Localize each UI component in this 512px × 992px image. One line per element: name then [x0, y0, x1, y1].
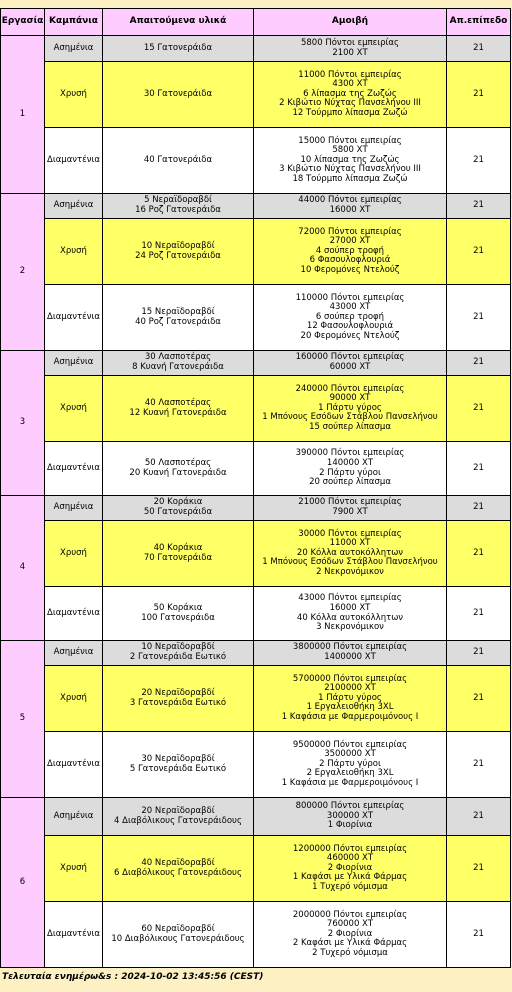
rewards [254, 219, 447, 285]
material-item: 15 Γατονεράιδα [143, 42, 213, 53]
reward-item: 460000 ΧΤ [326, 853, 374, 864]
reward-item: 1 Τυχερό νόμισμα [312, 881, 388, 892]
task-row [1, 641, 511, 666]
reward-item: 15000 Πόντοι εμπειρίας [298, 135, 402, 146]
rewards [254, 641, 447, 666]
reward-item: 3 Κιβώτιο Νύχτας Πανσελήνου ΙΙΙ [279, 164, 421, 175]
required-materials [103, 641, 254, 666]
material-item: 15 Νεραϊδοραβδί [141, 306, 215, 317]
reward-item: 140000 ΧΤ [326, 457, 374, 468]
reward-item: 21000 Πόντοι εμπειρίας [298, 497, 402, 508]
reward-item: 1 Μπόνους Εσόδων Στάβλου Πανσελήνου [262, 557, 438, 568]
reward-item: 20 Φερομόνες Ντελούζ [300, 330, 400, 341]
required-materials [103, 442, 254, 496]
required-materials [103, 836, 254, 902]
material-item: 20 Κοράκια [153, 497, 203, 508]
material-item: 12 Κυανή Γατονεράιδα [129, 407, 227, 418]
reward-item: 4300 ΧΤ [332, 79, 368, 90]
reward-item: 40 Κόλλα αυτοκόλλητων [296, 612, 404, 623]
required-materials [103, 285, 254, 351]
material-item: 8 Κυανή Γατονεράιδα [132, 362, 224, 372]
reward-item: 15 σούπερ λίπασμα [309, 421, 391, 432]
reward-item: 2 Πάρτυ γύροι [319, 758, 381, 769]
rewards [254, 442, 447, 496]
reward-item: 2 Τυχερό νόμισμα [312, 947, 388, 958]
reward-item: 2 Φιορίνια [327, 862, 373, 873]
task-row [1, 902, 511, 968]
required-materials [103, 798, 254, 836]
task-row [1, 351, 511, 376]
required-level: 21 [447, 442, 511, 496]
task-row [1, 128, 511, 194]
material-item: 24 Ροζ Γατονεράιδα [135, 250, 221, 261]
reward-item: 5700000 Πόντοι εμπειρίας [292, 673, 408, 684]
material-item: 2 Γατονεράιδα Εωτικό [129, 652, 227, 662]
rewards [254, 62, 447, 128]
reward-item: 10 λίπασμα της Ζωζώς [300, 154, 400, 165]
task-row [1, 219, 511, 285]
required-materials [103, 128, 254, 194]
campaign-tier: Χρυσή [45, 376, 103, 442]
reward-item: 18 Τούρμπο λίπασμα Ζωζώ [292, 173, 408, 184]
reward-item: 16000 ΧΤ [329, 602, 371, 613]
required-materials [103, 194, 254, 219]
reward-item: 1 Καφάσια με Φαρμεροιμόνους Ι [281, 777, 419, 788]
material-item: 20 Νεραϊδοραβδί [141, 805, 215, 816]
required-level: 21 [447, 496, 511, 521]
material-item: 10 Νεραϊδοραβδί [141, 240, 215, 251]
reward-item: 2 Καφάσι με Υλικά Φάρμας [292, 938, 408, 949]
reward-item: 2 Εργαλειοθήκη 3XL [306, 768, 394, 779]
required-level: 21 [447, 194, 511, 219]
required-level: 21 [447, 666, 511, 732]
task-number: 4 [1, 496, 45, 641]
required-level: 21 [447, 836, 511, 902]
material-item: 10 Διαβόλικους Γατονεράιδους [111, 933, 245, 944]
reward-item: 11000 Πόντοι εμπειρίας [298, 69, 402, 80]
required-level: 21 [447, 62, 511, 128]
rewards [254, 351, 447, 376]
reward-item: 2 Νεκρονόμικον [316, 566, 384, 577]
campaign-tier: Ασημένια [45, 496, 103, 521]
reward-item: 300000 ΧΤ [326, 810, 374, 821]
task-number: 3 [1, 351, 45, 496]
reward-item: 1 Καφάσια με Φαρμεροιμόνους Ι [281, 711, 419, 722]
material-item: 60 Νεραϊδοραβδί [141, 923, 215, 934]
reward-item: 12 Τούρμπο λίπασμα Ζωζώ [292, 107, 408, 118]
required-level: 21 [447, 732, 511, 798]
reward-item: 11000 ΧΤ [329, 538, 371, 549]
rewards [254, 194, 447, 219]
reward-item: 390000 Πόντοι εμπειρίας [295, 448, 405, 459]
header-task: Εργασία [1, 9, 45, 36]
task-row [1, 666, 511, 732]
material-item: 40 Κοράκια [153, 542, 203, 553]
task-row [1, 732, 511, 798]
required-materials [103, 732, 254, 798]
header-rewards: Αμοιβή [254, 9, 447, 36]
rewards [254, 587, 447, 641]
tasks-body [1, 36, 511, 968]
task-row [1, 836, 511, 902]
material-item: 50 Κοράκια [153, 602, 203, 613]
material-item: 4 Διαβόλικους Γατονεράιδους [114, 815, 242, 826]
material-item: 30 Λασποτέρας [144, 352, 212, 363]
reward-item: 1 Εργαλειοθήκη 3XL [306, 702, 394, 713]
reward-item: 7900 ΧΤ [332, 507, 368, 517]
rewards [254, 36, 447, 62]
material-item: 20 Κυανή Γατονεράιδα [129, 467, 227, 478]
campaign-tier: Χρυσή [45, 836, 103, 902]
reward-item: 9500000 Πόντοι εμπειρίας [292, 739, 408, 750]
required-materials [103, 351, 254, 376]
material-item: 5 Νεραϊδοραβδί [144, 195, 212, 206]
reward-item: 1 Καφάσι με Υλικά Φάρμας [292, 872, 408, 883]
required-level: 21 [447, 36, 511, 62]
reward-item: 160000 Πόντοι εμπειρίας [295, 352, 405, 363]
material-item: 40 Νεραϊδοραβδί [141, 857, 215, 868]
reward-item: 1 Φιορίνια [327, 820, 373, 831]
campaign-tier: Χρυσή [45, 62, 103, 128]
material-item: 40 Ροζ Γατονεράιδα [135, 316, 221, 327]
required-level: 21 [447, 351, 511, 376]
required-materials [103, 36, 254, 62]
material-item: 5 Γατονεράιδα Εωτικό [129, 763, 227, 774]
reward-item: 10 Φερομόνες Ντελούζ [300, 264, 400, 275]
reward-item: 20 σούπερ λίπασμα [309, 477, 391, 488]
campaign-tier: Χρυσή [45, 666, 103, 732]
reward-item: 760000 ΧΤ [326, 919, 374, 930]
reward-item: 60000 ΧΤ [329, 362, 371, 372]
material-item: 6 Διαβόλικους Γατονεράιδους [114, 867, 242, 878]
campaign-tier: Διαμαντένια [45, 587, 103, 641]
material-item: 30 Γατονεράιδα [143, 88, 213, 99]
material-item: 16 Ροζ Γατονεράιδα [135, 205, 221, 215]
reward-item: 43000 Πόντοι εμπειρίας [298, 593, 402, 604]
required-level: 21 [447, 798, 511, 836]
task-row [1, 194, 511, 219]
task-number: 5 [1, 641, 45, 798]
reward-item: 6 σούπερ τροφή [315, 311, 385, 322]
material-item: 3 Γατονεράιδα Εωτικό [129, 697, 227, 708]
header-campaign: Καμπάνια [45, 9, 103, 36]
task-number: 6 [1, 798, 45, 968]
task-number: 2 [1, 194, 45, 351]
last-updated: Τελευταία ενημέρω&s : 2024-10-02 13:45:56 (CEST) [2, 972, 264, 982]
rewards [254, 902, 447, 968]
material-item: 100 Γατονεράιδα [141, 612, 215, 623]
reward-item: 1 Μπόνους Εσόδων Στάβλου Πανσελήνου [262, 412, 438, 423]
task-number: 1 [1, 36, 45, 194]
required-materials [103, 902, 254, 968]
campaign-tier: Διαμαντένια [45, 128, 103, 194]
header-materials: Απαιτούμενα υλικά [103, 9, 254, 36]
reward-item: 72000 Πόντοι εμπειρίας [298, 226, 402, 237]
tasks-table [0, 8, 511, 968]
task-row [1, 587, 511, 641]
reward-item: 3800000 Πόντοι εμπειρίας [292, 642, 408, 653]
rewards [254, 666, 447, 732]
material-item: 30 Νεραϊδοραβδί [141, 753, 215, 764]
material-item: 40 Γατονεράιδα [143, 154, 213, 165]
campaign-tier: Ασημένια [45, 194, 103, 219]
required-materials [103, 521, 254, 587]
rewards [254, 732, 447, 798]
reward-item: 1 Πάρτυ γύρος [318, 402, 382, 413]
rewards [254, 798, 447, 836]
reward-item: 4 σούπερ τροφή [315, 245, 385, 256]
reward-item: 1 Πάρτυ γύρος [318, 692, 382, 703]
required-level: 21 [447, 128, 511, 194]
reward-item: 2 Φιορίνια [327, 928, 373, 939]
campaign-tier: Διαμαντένια [45, 902, 103, 968]
rewards [254, 128, 447, 194]
reward-item: 110000 Πόντοι εμπειρίας [295, 292, 405, 303]
reward-item: 16000 ΧΤ [329, 205, 371, 215]
campaign-tier: Χρυσή [45, 219, 103, 285]
header-row [1, 9, 511, 36]
campaign-tier: Ασημένια [45, 798, 103, 836]
task-row [1, 62, 511, 128]
reward-item: 30000 Πόντοι εμπειρίας [298, 528, 402, 539]
reward-item: 6 Φασουλοφλουριά [309, 255, 391, 266]
required-level: 21 [447, 521, 511, 587]
rewards [254, 285, 447, 351]
required-level: 21 [447, 376, 511, 442]
reward-item: 2100 ΧΤ [332, 47, 368, 58]
required-level: 21 [447, 587, 511, 641]
material-item: 50 Γατονεράιδα [143, 507, 213, 517]
rewards [254, 496, 447, 521]
required-level: 21 [447, 641, 511, 666]
material-item: 70 Γατονεράιδα [143, 552, 213, 563]
reward-item: 2 Πάρτυ γύροι [319, 467, 381, 478]
required-materials [103, 62, 254, 128]
reward-item: 5800 Πόντοι εμπειρίας [300, 37, 400, 48]
task-row [1, 496, 511, 521]
required-level: 21 [447, 219, 511, 285]
required-materials [103, 587, 254, 641]
rewards [254, 836, 447, 902]
campaign-tier: Διαμαντένια [45, 285, 103, 351]
required-level: 21 [447, 285, 511, 351]
task-row [1, 376, 511, 442]
reward-item: 3 Νεκρονόμικον [316, 622, 384, 633]
reward-item: 12 Φασουλοφλουριά [306, 321, 394, 332]
reward-item: 5800 ΧΤ [332, 145, 368, 156]
required-materials [103, 496, 254, 521]
reward-item: 2 Κιβώτιο Νύχτας Πανσελήνου ΙΙΙ [279, 98, 421, 109]
campaign-tier: Διαμαντένια [45, 732, 103, 798]
task-row [1, 521, 511, 587]
header-level: Απ.επίπεδο [447, 9, 511, 36]
reward-item: 1200000 Πόντοι εμπειρίας [292, 843, 408, 854]
reward-item: 2100000 ΧΤ [324, 683, 376, 694]
task-row [1, 798, 511, 836]
task-row [1, 285, 511, 351]
reward-item: 240000 Πόντοι εμπειρίας [295, 383, 405, 394]
material-item: 50 Λασποτέρας [144, 457, 212, 468]
material-item: 40 Λασποτέρας [144, 397, 212, 408]
rewards [254, 521, 447, 587]
reward-item: 90000 ΧΤ [329, 393, 371, 404]
task-row [1, 36, 511, 62]
required-level: 21 [447, 902, 511, 968]
required-materials [103, 219, 254, 285]
material-item: 10 Νεραϊδοραβδί [141, 642, 215, 653]
reward-item: 1400000 ΧΤ [324, 652, 376, 662]
reward-item: 3500000 ΧΤ [324, 749, 376, 760]
campaign-tier: Χρυσή [45, 521, 103, 587]
reward-item: 27000 ΧΤ [329, 236, 371, 247]
required-materials [103, 666, 254, 732]
campaign-tier: Ασημένια [45, 641, 103, 666]
reward-item: 43000 ΧΤ [329, 302, 371, 313]
required-materials [103, 376, 254, 442]
material-item: 20 Νεραϊδοραβδί [141, 687, 215, 698]
reward-item: 800000 Πόντοι εμπειρίας [295, 801, 405, 812]
campaign-tier: Ασημένια [45, 351, 103, 376]
reward-item: 20 Κόλλα αυτοκόλλητων [296, 547, 404, 558]
task-row [1, 442, 511, 496]
rewards [254, 376, 447, 442]
reward-item: 44000 Πόντοι εμπειρίας [298, 195, 402, 206]
reward-item: 2000000 Πόντοι εμπειρίας [292, 909, 408, 920]
campaign-tier: Διαμαντένια [45, 442, 103, 496]
reward-item: 6 λίπασμα της Ζωζώς [303, 88, 397, 99]
campaign-tier: Ασημένια [45, 36, 103, 62]
